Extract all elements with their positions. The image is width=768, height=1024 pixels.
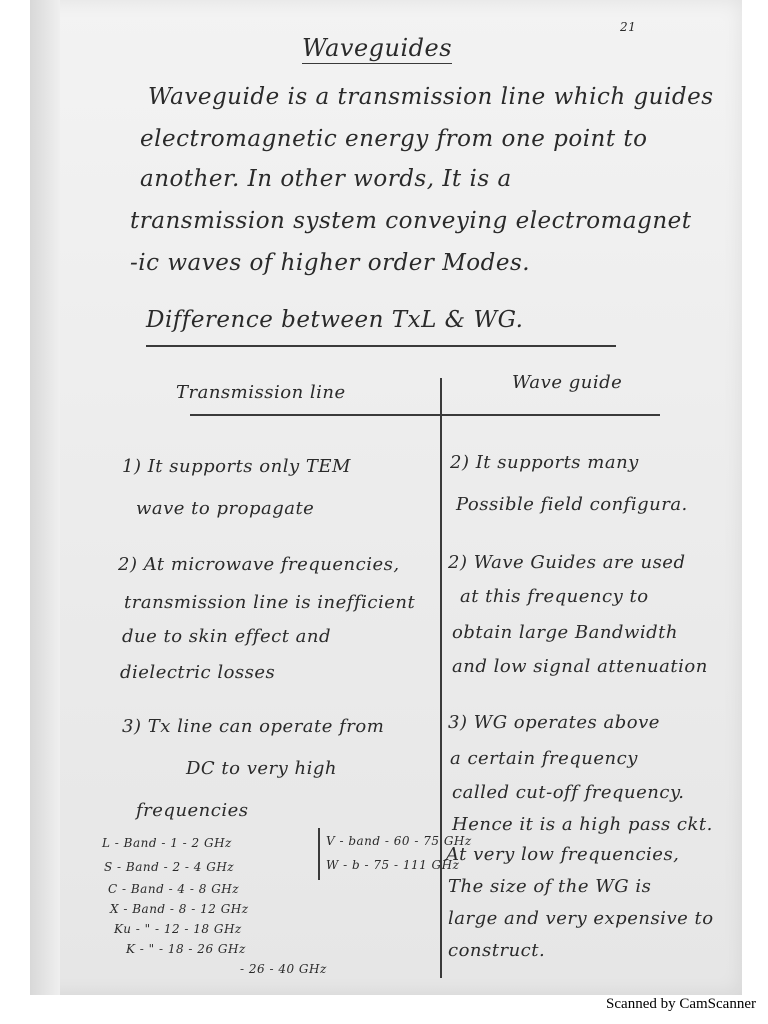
intro-line-1: Waveguide is a transmission line which guides: [148, 84, 714, 110]
scanned-page: [30, 0, 742, 995]
band-x: X - Band - 8 - 12 GHz: [110, 902, 249, 916]
left-point-2b: transmission line is inefficient: [124, 592, 416, 613]
band-s: S - Band - 2 - 4 GHz: [104, 860, 235, 874]
right-point-1a: 2) It supports many: [450, 452, 639, 473]
right-point-3h: construct.: [448, 940, 546, 961]
left-column-header: Transmission line: [176, 382, 346, 403]
intro-line-2: electromagnetic energy from one point to: [140, 126, 648, 152]
right-point-2d: and low signal attenuation: [452, 656, 708, 677]
band-v: V - band - 60 - 75 GHz: [326, 834, 472, 848]
intro-line-3: another. In other words, It is a: [140, 166, 512, 192]
left-point-3a: 3) Tx line can operate from: [122, 716, 385, 737]
band-k: K - " - 18 - 26 GHz: [126, 942, 246, 956]
band-l: L - Band - 1 - 2 GHz: [102, 836, 232, 850]
right-point-1b: Possible field configura.: [456, 494, 688, 515]
right-point-2a: 2) Wave Guides are used: [448, 552, 686, 573]
page-number: 21: [620, 20, 637, 34]
right-point-3d: Hence it is a high pass ckt.: [452, 814, 713, 835]
table-header-rule: [190, 414, 660, 416]
left-point-1b: wave to propagate: [136, 498, 315, 519]
left-point-2a: 2) At microwave frequencies,: [118, 554, 400, 575]
right-point-3f: The size of the WG is: [448, 876, 652, 897]
right-point-3a: 3) WG operates above: [448, 712, 660, 733]
band-ku: Ku - " - 12 - 18 GHz: [114, 922, 242, 936]
left-point-3b: DC to very high: [186, 758, 337, 779]
left-point-2c: due to skin effect and: [122, 626, 332, 647]
left-point-1a: 1) It supports only TEM: [122, 456, 351, 477]
band-c: C - Band - 4 - 8 GHz: [108, 882, 240, 896]
intro-line-4: transmission system conveying electromagnet: [130, 208, 692, 234]
scanner-watermark: Scanned by CamScanner: [606, 996, 756, 1012]
right-point-3b: a certain frequency: [450, 748, 638, 769]
page-title: Waveguides: [302, 34, 453, 62]
band-bracket: [318, 828, 320, 880]
right-point-2b: at this frequency to: [460, 586, 649, 607]
band-ka: - 26 - 40 GHz: [240, 962, 327, 976]
right-point-3g: large and very expensive to: [448, 908, 714, 929]
heading-underline: [146, 345, 616, 347]
left-point-3c: frequencies: [136, 800, 249, 821]
left-point-2d: dielectric losses: [120, 662, 276, 683]
right-point-3c: called cut-off frequency.: [452, 782, 685, 803]
page-edge: [30, 0, 60, 995]
intro-line-5: -ic waves of higher order Modes.: [130, 250, 531, 276]
band-w: W - b - 75 - 111 GHz: [326, 858, 460, 872]
right-column-header: Wave guide: [512, 372, 623, 393]
right-point-2c: obtain large Bandwidth: [452, 622, 678, 643]
table-column-divider: [440, 378, 442, 978]
difference-heading: Difference between TxL & WG.: [146, 307, 524, 333]
right-point-3e: At very low frequencies,: [446, 844, 680, 865]
